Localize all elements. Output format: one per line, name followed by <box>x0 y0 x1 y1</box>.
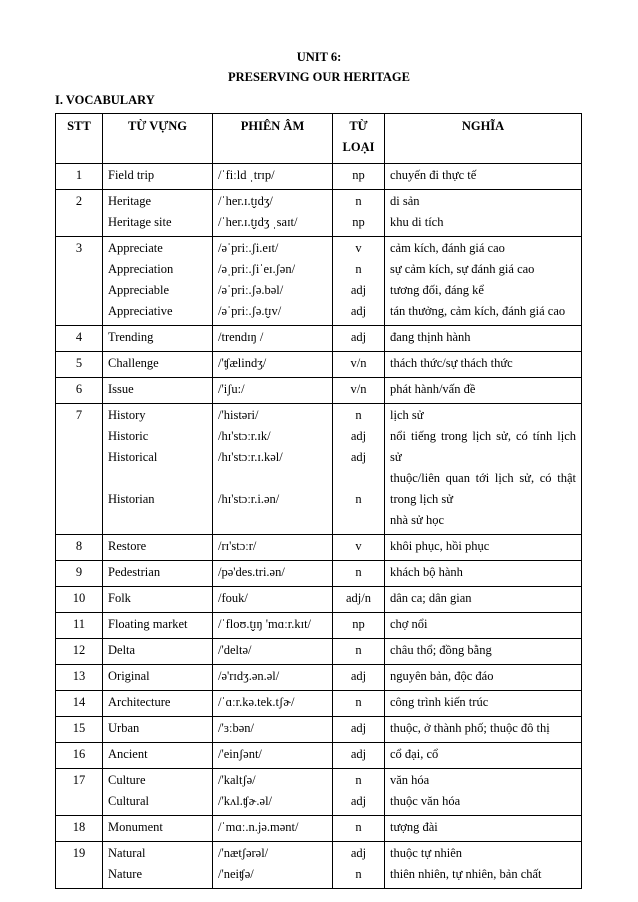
pronunciation: /hɪ'stɔːr.ɪk/ <box>218 429 271 443</box>
meaning-cell <box>385 613 582 639</box>
meaning-cell <box>385 816 582 842</box>
meaning-cell <box>385 164 582 190</box>
vocab-word: Natural <box>108 846 146 860</box>
pronunciation: /əˈpriː.ʃə.t̬ɪv/ <box>218 304 282 318</box>
pronunciation: /trendɪŋ / <box>218 330 264 344</box>
meaning-cell <box>385 691 582 717</box>
pronunciation: /ə'rɪdʒ.ən.əl/ <box>218 669 280 683</box>
pronunciation: /'deltə/ <box>218 643 252 657</box>
part-of-speech: v/n <box>350 356 367 370</box>
row-number: 2 <box>56 190 103 237</box>
pos-cell <box>333 665 385 691</box>
header-stt: STT <box>56 114 103 164</box>
row-number: 9 <box>56 561 103 587</box>
row-number: 6 <box>56 378 103 404</box>
meaning: khôi phục, hồi phục <box>390 539 490 553</box>
vocab-word: Heritage site <box>108 215 172 229</box>
vocab-word: History <box>108 408 146 422</box>
word-cell <box>103 326 213 352</box>
row-number: 4 <box>56 326 103 352</box>
pos-cell <box>333 717 385 743</box>
pron-cell <box>213 237 333 326</box>
table-header-row <box>56 114 582 164</box>
word-cell <box>103 717 213 743</box>
pos-cell <box>333 378 385 404</box>
row-number: 3 <box>56 237 103 326</box>
row-number: 19 <box>56 842 103 889</box>
part-of-speech: n <box>355 565 362 579</box>
meaning: khách bộ hành <box>390 565 463 579</box>
table-row <box>56 639 582 665</box>
part-of-speech: adj <box>350 304 367 318</box>
pronunciation: /ˈɑːr.kə.tek.tʃɚ/ <box>218 695 295 709</box>
meaning: thuộc/liên quan tới lịch sử, có thật trong lịch sử <box>390 471 576 506</box>
pos-cell <box>333 237 385 326</box>
row-number: 17 <box>56 769 103 816</box>
pron-cell <box>213 613 333 639</box>
vocab-word: Appreciation <box>108 262 174 276</box>
pron-cell <box>213 352 333 378</box>
vocab-word: Historical <box>108 450 158 464</box>
part-of-speech: adj <box>350 794 367 808</box>
table-row <box>56 613 582 639</box>
table-row <box>56 164 582 190</box>
word-cell <box>103 237 213 326</box>
pron-cell <box>213 378 333 404</box>
pron-cell <box>213 535 333 561</box>
part-of-speech: n <box>355 492 362 506</box>
table-row <box>56 326 582 352</box>
pos-cell <box>333 691 385 717</box>
pos-cell <box>333 404 385 535</box>
table-row <box>56 378 582 404</box>
header-pos: TỪ LOẠI <box>333 114 385 164</box>
pos-cell <box>333 352 385 378</box>
vocab-word: Pedestrian <box>108 565 161 579</box>
meaning: thuộc văn hóa <box>390 794 461 808</box>
word-cell <box>103 743 213 769</box>
part-of-speech: v <box>355 539 362 553</box>
pron-cell <box>213 717 333 743</box>
meaning-cell <box>385 769 582 816</box>
word-cell <box>103 190 213 237</box>
header-word: TỪ VỰNG <box>103 114 213 164</box>
part-of-speech: adj <box>350 669 367 683</box>
pronunciation: /əˈpriː.ʃə.bəl/ <box>218 283 284 297</box>
vocab-word: Floating market <box>108 617 188 631</box>
vocab-word: Folk <box>108 591 131 605</box>
pronunciation: /'ʧælindʒ/ <box>218 356 267 370</box>
pos-cell <box>333 613 385 639</box>
meaning: cổ đại, cổ <box>390 747 439 761</box>
part-of-speech: adj <box>350 721 367 735</box>
vocab-word: Culture <box>108 773 146 787</box>
row-number: 8 <box>56 535 103 561</box>
meaning-cell <box>385 535 582 561</box>
word-cell <box>103 535 213 561</box>
meaning: phát hành/vấn đề <box>390 382 476 396</box>
part-of-speech: np <box>352 617 365 631</box>
pron-cell <box>213 164 333 190</box>
pronunciation: /hɪ'stɔːr.i.ən/ <box>218 492 280 506</box>
vocab-word: Historian <box>108 492 155 506</box>
meaning: tán thưởng, cảm kích, đánh giá cao <box>390 304 566 318</box>
vocab-word: Historic <box>108 429 149 443</box>
pronunciation: /fouk/ <box>218 591 248 605</box>
part-of-speech: n <box>355 820 362 834</box>
word-cell <box>103 561 213 587</box>
vocab-word: Monument <box>108 820 163 834</box>
pronunciation: /hɪ'stɔːr.ɪ.kəl/ <box>218 450 283 464</box>
part-of-speech: adj <box>350 429 367 443</box>
pronunciation: /'histəri/ <box>218 408 259 422</box>
vocab-word: Trending <box>108 330 154 344</box>
pronunciation: /'ɜːbən/ <box>218 721 254 735</box>
pron-cell <box>213 404 333 535</box>
pronunciation: /əˌpriː.ʃiˈeɪ.ʃən/ <box>218 262 296 276</box>
row-number: 14 <box>56 691 103 717</box>
part-of-speech: v/n <box>350 382 367 396</box>
row-number: 18 <box>56 816 103 842</box>
pos-cell <box>333 769 385 816</box>
word-cell <box>103 613 213 639</box>
row-number: 1 <box>56 164 103 190</box>
meaning: tượng đài <box>390 820 438 834</box>
vocab-word: Urban <box>108 721 140 735</box>
row-number: 10 <box>56 587 103 613</box>
part-of-speech: np <box>352 168 365 182</box>
pronunciation: /'kʌl.ʧɚ.əl/ <box>218 794 273 808</box>
pronunciation: /ˈher.ɪ.t̬ɪdʒ ˌsaɪt/ <box>218 215 298 229</box>
word-cell <box>103 842 213 889</box>
pos-cell <box>333 639 385 665</box>
meaning-cell <box>385 404 582 535</box>
pronunciation: /ˈfiːld ˌtrɪp/ <box>218 168 275 182</box>
pron-cell <box>213 842 333 889</box>
meaning: cảm kích, đánh giá cao <box>390 241 505 255</box>
word-cell <box>103 164 213 190</box>
pronunciation: /ˈfloʊ.t̬ɪŋ 'mɑːr.kɪt/ <box>218 617 312 631</box>
vocab-word: Appreciable <box>108 283 170 297</box>
vocab-word: Heritage <box>108 194 152 208</box>
word-cell <box>103 587 213 613</box>
vocab-word: Delta <box>108 643 136 657</box>
vocab-word: Cultural <box>108 794 149 808</box>
word-cell <box>103 769 213 816</box>
meaning: văn hóa <box>390 773 430 787</box>
vocab-word: Ancient <box>108 747 148 761</box>
table-row <box>56 717 582 743</box>
table-row <box>56 842 582 889</box>
pos-cell <box>333 743 385 769</box>
meaning: công trình kiến trúc <box>390 695 489 709</box>
row-number: 16 <box>56 743 103 769</box>
part-of-speech: adj <box>350 330 367 344</box>
row-number: 12 <box>56 639 103 665</box>
table-body <box>56 164 582 889</box>
section-title: I. VOCABULARY <box>55 93 155 107</box>
part-of-speech: adj <box>350 747 367 761</box>
pron-cell <box>213 743 333 769</box>
meaning: thiên nhiên, tự nhiên, bản chất <box>390 867 542 881</box>
meaning: nguyên bản, độc đáo <box>390 669 494 683</box>
row-number: 11 <box>56 613 103 639</box>
meaning: lịch sử <box>390 408 424 422</box>
meaning: đang thịnh hành <box>390 330 471 344</box>
pron-cell <box>213 769 333 816</box>
pronunciation: /'einʃənt/ <box>218 747 262 761</box>
part-of-speech: adj/n <box>346 591 371 605</box>
pos-cell <box>333 326 385 352</box>
pron-cell <box>213 665 333 691</box>
pronunciation: /rɪ'stɔːr/ <box>218 539 257 553</box>
word-cell <box>103 691 213 717</box>
vocab-word: Issue <box>108 382 134 396</box>
pos-cell <box>333 164 385 190</box>
meaning-cell <box>385 743 582 769</box>
table-row <box>56 352 582 378</box>
word-cell <box>103 639 213 665</box>
vocab-word: Restore <box>108 539 147 553</box>
part-of-speech: n <box>355 262 362 276</box>
pron-cell <box>213 816 333 842</box>
vocabulary-table <box>55 113 582 889</box>
meaning: thuộc, ở thành phố; thuộc đô thị <box>390 721 550 735</box>
part-of-speech: adj <box>350 450 367 464</box>
pronunciation: /əˈpriː.ʃi.eɪt/ <box>218 241 279 255</box>
row-number: 15 <box>56 717 103 743</box>
pron-cell <box>213 691 333 717</box>
pronunciation: /'nætʃərəl/ <box>218 846 269 860</box>
meaning: thuộc tự nhiên <box>390 846 463 860</box>
pronunciation: /'iʃu:/ <box>218 382 245 396</box>
part-of-speech: n <box>355 695 362 709</box>
part-of-speech: n <box>355 773 362 787</box>
pos-cell <box>333 816 385 842</box>
pos-cell <box>333 535 385 561</box>
meaning-cell <box>385 717 582 743</box>
word-cell <box>103 816 213 842</box>
meaning: châu thổ; đồng bằng <box>390 643 492 657</box>
pronunciation: /ˈmɑː.n.jə.mənt/ <box>218 820 299 834</box>
pron-cell <box>213 587 333 613</box>
pron-cell <box>213 326 333 352</box>
meaning-cell <box>385 237 582 326</box>
meaning-cell <box>385 326 582 352</box>
pronunciation: /'kaltʃə/ <box>218 773 256 787</box>
vocab-word: Appreciate <box>108 241 163 255</box>
table-row <box>56 190 582 237</box>
meaning-cell <box>385 842 582 889</box>
pron-cell <box>213 190 333 237</box>
meaning: nổi tiếng trong lịch sử, có tính lịch sử <box>390 429 576 464</box>
word-cell <box>103 352 213 378</box>
meaning-cell <box>385 378 582 404</box>
meaning-cell <box>385 561 582 587</box>
part-of-speech: v <box>355 241 362 255</box>
part-of-speech: adj <box>350 846 367 860</box>
meaning: tương đối, đáng kể <box>390 283 484 297</box>
meaning: di sản <box>390 194 420 208</box>
vocab-word: Challenge <box>108 356 159 370</box>
part-of-speech: n <box>355 408 362 422</box>
pronunciation: /ˈher.ɪ.t̬ɪdʒ/ <box>218 194 273 208</box>
table-row <box>56 691 582 717</box>
vocab-word: Nature <box>108 867 143 881</box>
table-row <box>56 816 582 842</box>
header-pron: PHIÊN ÂM <box>213 114 333 164</box>
word-cell <box>103 665 213 691</box>
part-of-speech: np <box>352 215 365 229</box>
meaning: sự cảm kích, sự đánh giá cao <box>390 262 535 276</box>
table-row <box>56 743 582 769</box>
meaning: nhà sử học <box>390 513 444 527</box>
part-of-speech: n <box>355 194 362 208</box>
meaning: chợ nổi <box>390 617 428 631</box>
pos-cell <box>333 190 385 237</box>
meaning: dân ca; dân gian <box>390 591 472 605</box>
row-number: 13 <box>56 665 103 691</box>
table-row <box>56 561 582 587</box>
unit-title: UNIT 6: <box>296 50 342 64</box>
meaning-cell <box>385 665 582 691</box>
meaning-cell <box>385 352 582 378</box>
pronunciation: /'neiʧə/ <box>218 867 254 881</box>
meaning-cell <box>385 587 582 613</box>
table-row <box>56 769 582 816</box>
pron-cell <box>213 561 333 587</box>
meaning: thách thức/sự thách thức <box>390 356 513 370</box>
part-of-speech: adj <box>350 283 367 297</box>
meaning-cell <box>385 190 582 237</box>
word-cell <box>103 404 213 535</box>
vocab-word: Field trip <box>108 168 155 182</box>
table-row <box>56 404 582 535</box>
vocab-word: Architecture <box>108 695 171 709</box>
pos-cell <box>333 842 385 889</box>
pronunciation: /pə'des.tri.ən/ <box>218 565 285 579</box>
row-number: 7 <box>56 404 103 535</box>
vocab-word: Appreciative <box>108 304 173 318</box>
unit-subtitle: PRESERVING OUR HERITAGE <box>228 70 410 84</box>
table-row <box>56 535 582 561</box>
pron-cell <box>213 639 333 665</box>
table-row <box>56 587 582 613</box>
header-meaning: NGHĨA <box>385 114 582 164</box>
row-number: 5 <box>56 352 103 378</box>
part-of-speech: n <box>355 643 362 657</box>
meaning: chuyến đi thực tế <box>390 168 477 182</box>
table-row <box>56 665 582 691</box>
pos-cell <box>333 587 385 613</box>
vocab-word: Original <box>108 669 150 683</box>
part-of-speech: n <box>355 867 362 881</box>
meaning: khu di tích <box>390 215 444 229</box>
table-row <box>56 237 582 326</box>
word-cell <box>103 378 213 404</box>
meaning-cell <box>385 639 582 665</box>
pos-cell <box>333 561 385 587</box>
